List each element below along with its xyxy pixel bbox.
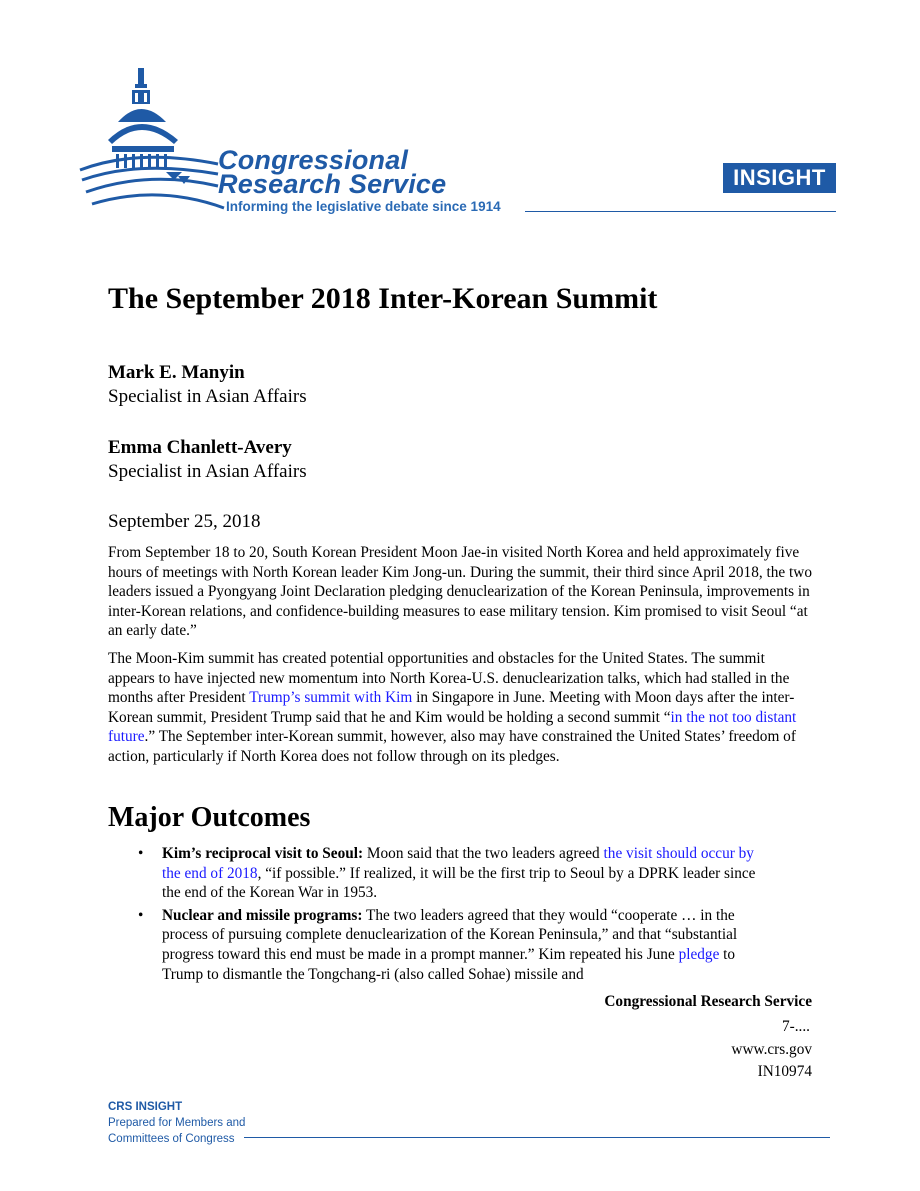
author-name: Emma Chanlett-Avery [108, 437, 292, 458]
page-title: The September 2018 Inter-Korean Summit [108, 282, 658, 315]
footer-website: www.crs.gov [731, 1041, 812, 1058]
context-paragraph [108, 649, 814, 767]
bullet-icon: • [138, 906, 144, 924]
crs-insight-footer [108, 1099, 245, 1147]
bullet-lead: Kim’s reciprocal visit to Seoul: [162, 845, 364, 862]
logo-org-line1: Congressional [218, 145, 409, 175]
logo-tagline: Informing the legislative debate since 1914 [226, 199, 501, 214]
header-divider [525, 211, 836, 212]
capitol-dome-icon [78, 60, 228, 220]
bullet-text: , “if possible.” If realized, it will be the first trip to Seoul by a DPRK leader since the end of the Korean War in 1953. [162, 864, 756, 902]
logo-org-line2: Research Service [218, 169, 447, 199]
paragraph-segment: in Singapore in June. Meeting with Moon days after the inter-Korean summit, President Trump said that he and Kim would be holding a second summit “ [108, 689, 795, 726]
footer-org: Congressional Research Service [604, 993, 812, 1010]
list-item [108, 844, 768, 903]
intro-paragraph [108, 543, 814, 641]
crs-logo [78, 60, 538, 220]
paragraph-text [108, 649, 814, 767]
bullet-lead: Nuclear and missile programs: [162, 906, 363, 924]
bullet-text: to Trump to dismantle the Tongchang-ri (also called Sohae) missile and [162, 945, 736, 983]
crs-insight-label: CRS INSIGHT [108, 1101, 183, 1113]
author-block [108, 361, 307, 409]
author-role: Specialist in Asian Affairs [108, 386, 307, 407]
paragraph-segment: The Moon-Kim summit has created potential opportunities and obstacles for the United States. The summit appears to have injected new momentum into North Korea-U.S. denuclearization talks, which had stalled in the months after President [108, 650, 790, 707]
publication-date: September 25, 2018 [108, 511, 261, 532]
bullet-text: Moon said that the two leaders agreed [363, 845, 604, 862]
author-role: Specialist in Asian Affairs [108, 461, 307, 482]
insight-badge: INSIGHT [723, 163, 836, 193]
author-name: Mark E. Manyin [108, 362, 245, 383]
footer-divider [244, 1137, 830, 1138]
link-second-summit[interactable]: in the not too distant future [108, 708, 797, 746]
section-heading: Major Outcomes [108, 802, 311, 833]
footer-report-number: 7-.... [781, 1018, 810, 1035]
footer-report-id: IN10974 [757, 1063, 812, 1080]
paragraph-segment: .” The September inter-Korean summit, however, also may have constrained the United States’ freedom of action, particularly if North Korea does not follow through on its pledges. [108, 728, 796, 765]
bullet-text: The two leaders agreed that they would “cooperate … in the process of pursuing complete denuclearization of the Korean Peninsula,” and that “substantial progress toward this end must be made in a prompt manner.” Kim repeated his June [162, 906, 738, 963]
bullet-icon: • [138, 845, 144, 862]
list-item [108, 906, 768, 984]
link-visit-date[interactable]: the visit should occur by the end of 2018 [162, 845, 754, 882]
link-pledge[interactable]: pledge [678, 945, 720, 963]
prepared-for-line1: Prepared for Members and [108, 1117, 246, 1129]
paragraph-text: From September 18 to 20, South Korean President Moon Jae-in visited North Korea and held approximately five hours of meetings with North Korean leader Kim Jong-un. During the summit, their third since April 2018, the two leaders issued a Pyongyang Joint Declaration pledging denuclearization of the Korean Peninsula, improvements in inter-Korean relations, and confidence-building measures to ease military tension. Kim promised to visit Seoul “at an early date.” [108, 544, 812, 640]
prepared-for-line2: Committees of Congress [108, 1133, 235, 1145]
link-trump-summit[interactable]: Trump’s summit with Kim [249, 689, 413, 707]
outcomes-list [108, 844, 768, 987]
author-block [108, 436, 307, 484]
